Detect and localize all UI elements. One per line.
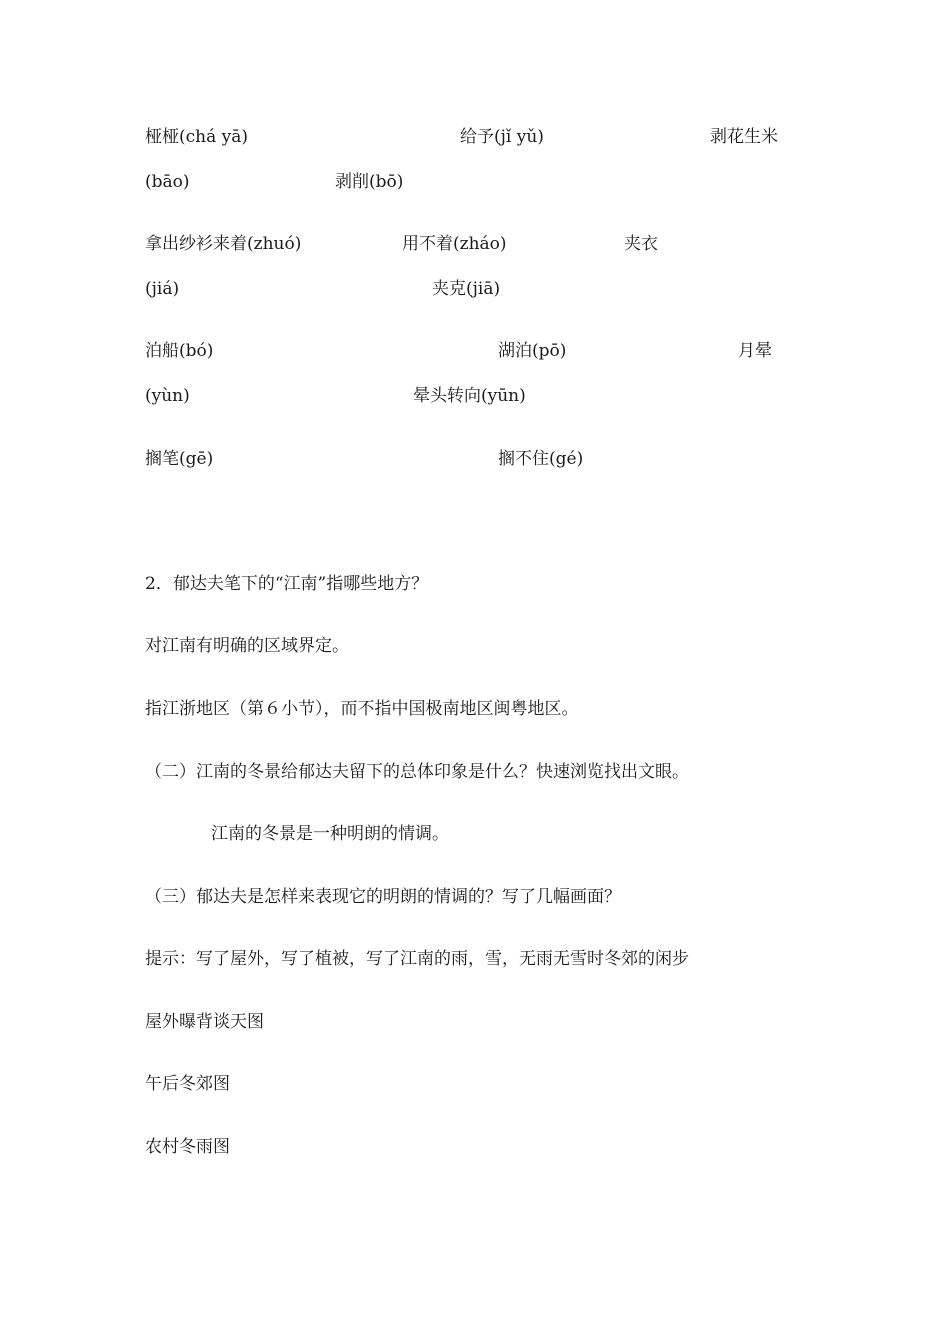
section-2-answer: 江南的冬景是一种明朗的情调。	[211, 824, 449, 844]
word-bo-huashengmi: 剥花生米	[710, 127, 778, 147]
question-2: 2．郁达夫笔下的“江南”指哪些地方？	[145, 574, 429, 594]
word-jiayi: 夹衣	[624, 234, 658, 254]
word-jiake: 夹克(jiā)	[432, 279, 501, 299]
word-boxue: 剥削(bō)	[335, 172, 404, 192]
answer-line-1: 对江南有明确的区域界定。	[145, 636, 349, 656]
word-yueyun: 月晕	[738, 341, 772, 361]
word-hupo: 湖泊(pō)	[498, 341, 567, 361]
word-chaya: 桠桠(chá yā)	[145, 127, 249, 147]
scene-1: 屋外曝背谈天图	[145, 1012, 264, 1032]
pinyin-bao: (bāo)	[145, 172, 190, 192]
scene-3: 农村冬雨图	[145, 1137, 230, 1157]
answer-line-2: 指江浙地区（第６小节），而不指中国极南地区闽粤地区。	[145, 699, 579, 719]
pinyin-jia: (jiá)	[145, 279, 180, 299]
pinyin-yun: (yùn)	[145, 386, 190, 406]
word-bochuan: 泊船(bó)	[145, 341, 214, 361]
word-gebuzhu: 搁不住(gé)	[498, 449, 584, 469]
word-jiyu: 给予(jǐ yǔ)	[460, 127, 544, 147]
word-zhao: 用不着(zháo)	[402, 234, 507, 254]
section-3-question: （三）郁达夫是怎样来表现它的明朗的情调的？写了几幅画面？	[145, 887, 621, 907]
hint-line: 提示：写了屋外，写了植被，写了江南的雨，雪，无雨无雪时冬郊的闲步	[145, 949, 689, 969]
word-zhuo: 拿出纱衫来着(zhuó)	[145, 234, 302, 254]
word-yuntouzhuanxiang: 晕头转向(yūn)	[413, 386, 526, 406]
section-2-question: （二）江南的冬景给郁达夫留下的总体印象是什么？快速浏览找出文眼。	[145, 762, 689, 782]
scene-2: 午后冬郊图	[145, 1074, 230, 1094]
word-gebi: 搁笔(gē)	[145, 449, 214, 469]
